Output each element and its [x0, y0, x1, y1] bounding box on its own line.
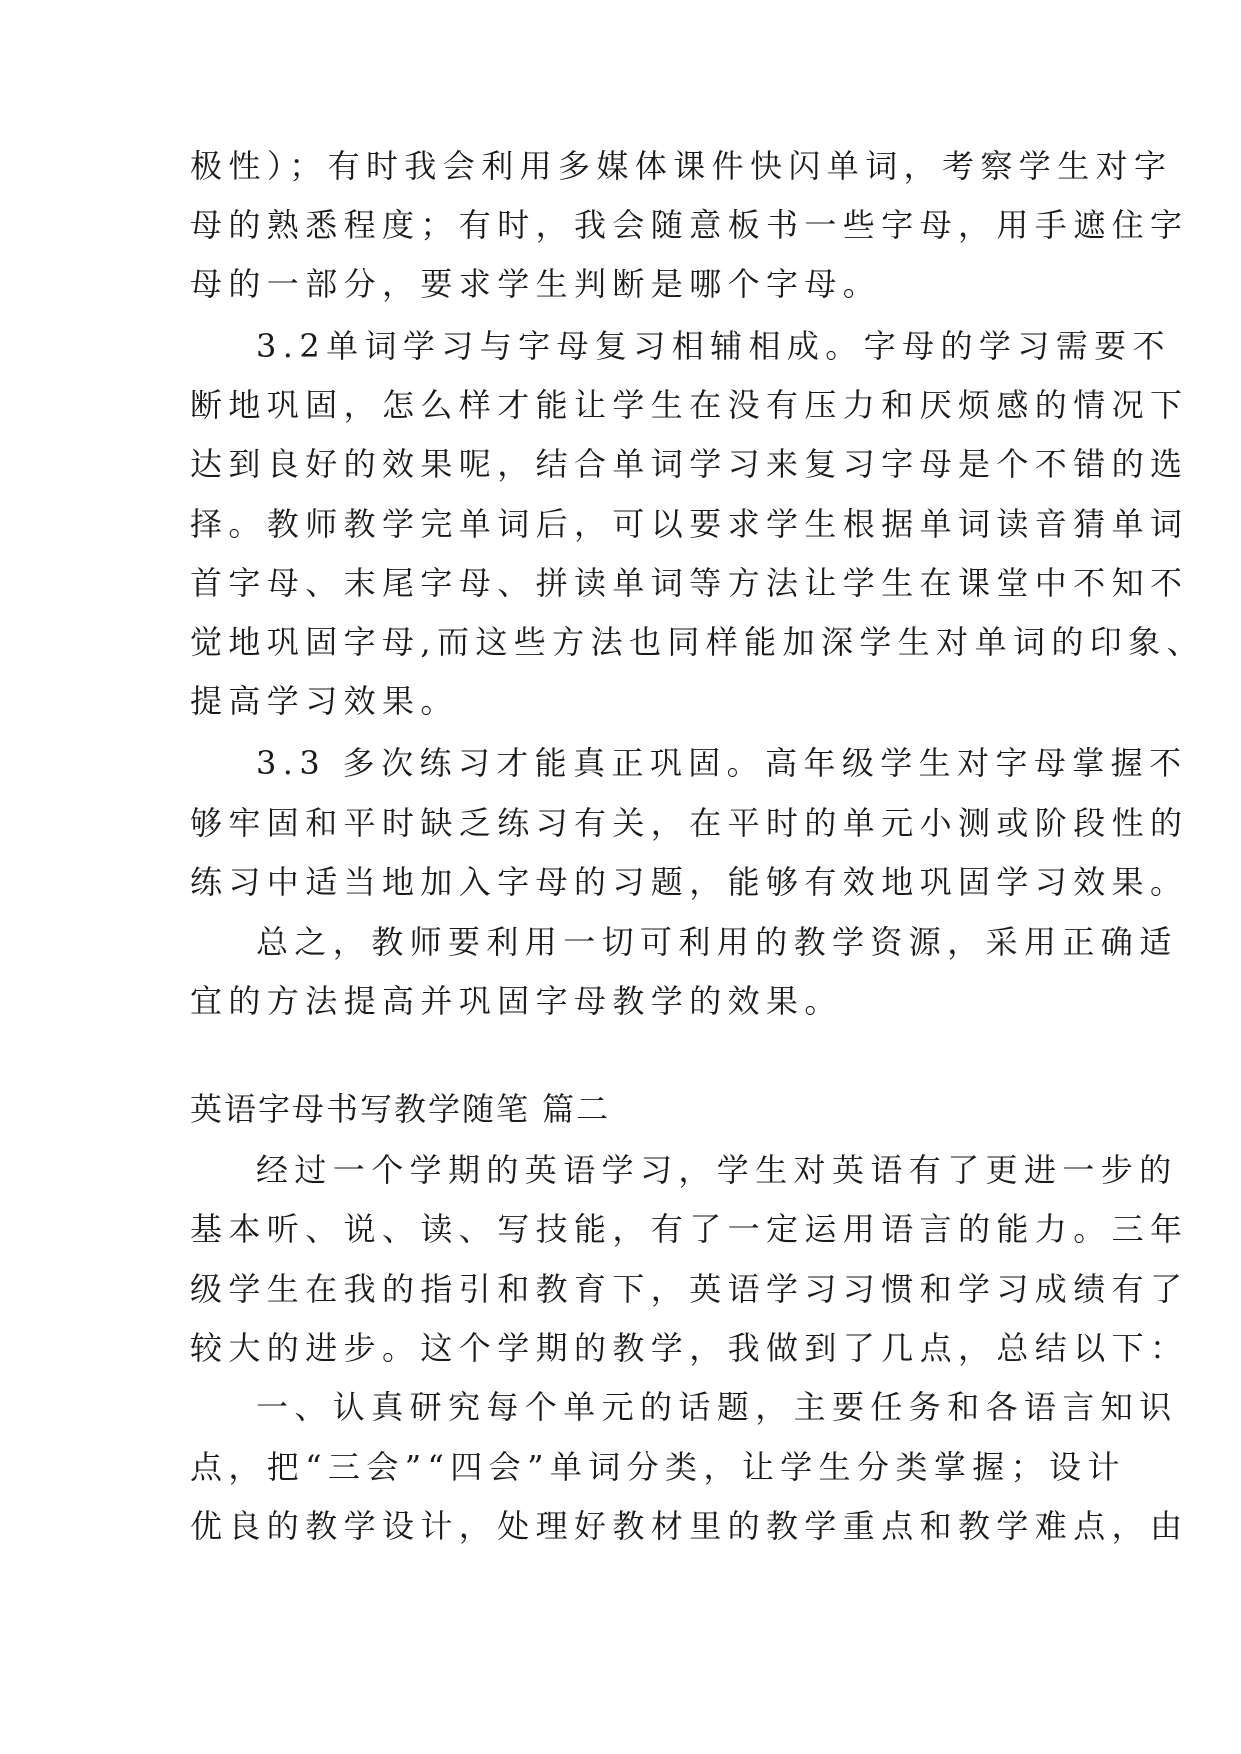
text-line: 极性）；有时我会利用多媒体课件快闪单词，考察学生对字: [190, 147, 1173, 185]
text-line: 首字母、末尾字母、拼读单词等方法让学生在课堂中不知不: [190, 564, 1189, 602]
paragraph-first-line: 总之，教师要利用一切可利用的教学资源，采用正确适: [256, 923, 1178, 961]
text-line: 断地巩固，怎么样才能让学生在没有压力和厌烦感的情况下: [190, 386, 1189, 424]
paragraph-first-line: 经过一个学期的英语学习，学生对英语有了更进一步的: [256, 1151, 1178, 1189]
text-line: 母的熟悉程度；有时，我会随意板书一些字母，用手遮住字: [190, 206, 1189, 244]
paragraph-first-line: 3.2单词学习与字母复习相辅相成。字母的学习需要不: [256, 327, 1171, 365]
paragraph-first-line: 一、认真研究每个单元的话题，主要任务和各语言知识: [256, 1388, 1178, 1426]
text-line: 优良的教学设计，处理好教材里的教学重点和教学难点，由: [190, 1507, 1189, 1545]
section-heading: 英语字母书写教学随笔 篇二: [190, 1090, 611, 1128]
text-line: 较大的进步。这个学期的教学，我做到了几点，总结以下：: [190, 1329, 1189, 1367]
text-line: 觉地巩固字母,而这些方法也同样能加深学生对单词的印象、: [190, 623, 1205, 661]
text-line: 提高学习效果。: [190, 682, 459, 720]
text-line: 母的一部分，要求学生判断是哪个字母。: [190, 265, 882, 303]
text-line: 达到良好的效果呢，结合单词学习来复习字母是个不错的选: [190, 445, 1189, 483]
text-line: 基本听、说、读、写技能，有了一定运用语言的能力。三年: [190, 1210, 1189, 1248]
text-line: 宜的方法提高并巩固字母教学的效果。: [190, 982, 843, 1020]
text-line: 够牢固和平时缺乏练习有关，在平时的单元小测或阶段性的: [190, 804, 1189, 842]
text-line: 点，把“三会”“四会”单词分类，让学生分类掌握；设计: [190, 1448, 1126, 1486]
paragraph-first-line: 3.3 多次练习才能真正巩固。高年级学生对字母掌握不: [256, 744, 1188, 782]
text-line: 练习中适当地加入字母的习题，能够有效地巩固学习效果。: [190, 863, 1189, 901]
text-line: 择。教师教学完单词后，可以要求学生根据单词读音猜单词: [190, 505, 1189, 543]
text-line: 级学生在我的指引和教育下，英语学习习惯和学习成绩有了: [190, 1270, 1189, 1308]
